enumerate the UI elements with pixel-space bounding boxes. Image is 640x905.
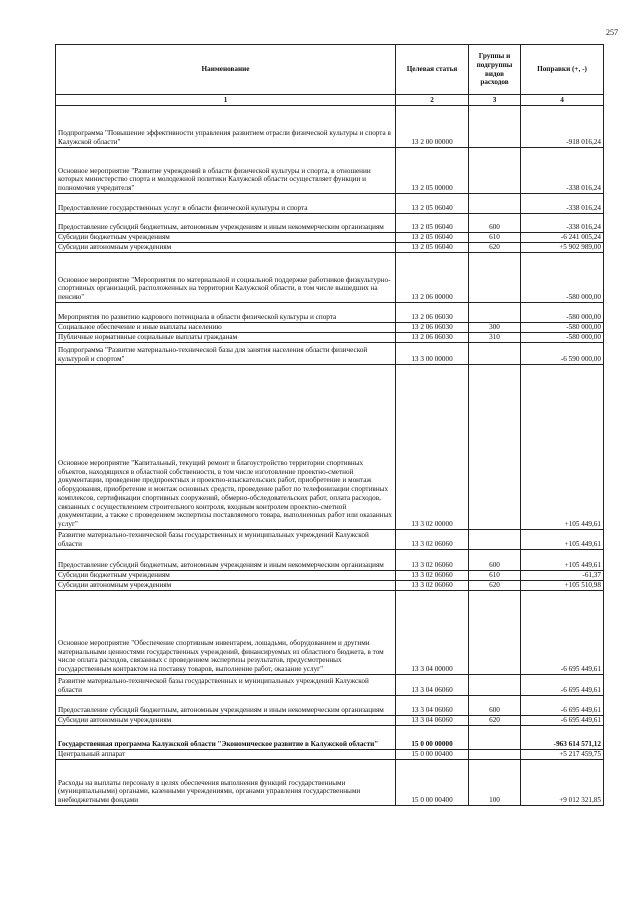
row-amount-cell: -6 695 449,61	[521, 591, 604, 675]
row-name-cell: Предоставление государственных услуг в области физической культуры и спорта	[56, 194, 396, 214]
row-group-cell: 310	[469, 333, 521, 343]
row-name-cell: Основное мероприятие "Капитальный, текущий ремонт и благоустройство территории спортивных объектов, находящихся в областной собственности, в том числе изготовление проектно-сметной документации, проведение предпроектных и проектно-изыскательских работ, приобретение и монтаж оборудования, приобретение и монтаж основных средств, проведение работ по телефонизации спортивных комплексов, сертификации спортивных сооружений, обмерно-обследовательских работ, оплата расходов, связанных с осуществлением строительного контроля, входным контролем проектно-сметной документации, а также с проведением экспертизы поставляемого товара, выполненных работ или оказанных услуг"	[56, 365, 396, 530]
row-article-cell: 13 3 02 06060	[396, 581, 469, 591]
row-group-cell: 620	[469, 243, 521, 253]
row-amount-cell: +105 449,61	[521, 530, 604, 550]
table-row	[56, 716, 604, 726]
table-row	[56, 591, 604, 675]
column-number: 4	[521, 95, 604, 106]
row-name-cell: Подпрограмма "Повышение эффективности управления развитием отрасли физической культуры и спорта в Калужской области"	[56, 106, 396, 148]
row-article-cell: 13 2 06 06030	[396, 303, 469, 323]
row-group-cell: 620	[469, 581, 521, 591]
row-article-cell: 13 2 05 06040	[396, 243, 469, 253]
row-name-cell: Основное мероприятие "Развитие учреждений в области физической культуры и спорта, в отношении которых министерство спорта и молодежной политики Калужской области осуществляет функции и полномочия учредителя"	[56, 148, 396, 194]
row-article-cell: 13 3 02 00000	[396, 365, 469, 530]
table-row	[56, 148, 604, 194]
row-group-cell: 610	[469, 233, 521, 243]
row-group-cell	[469, 253, 521, 303]
row-amount-cell: +105 449,61	[521, 550, 604, 571]
row-amount-cell: -338 016,24	[521, 214, 604, 233]
row-group-cell: 610	[469, 571, 521, 581]
row-amount-cell: -580 000,00	[521, 323, 604, 333]
row-group-cell	[469, 343, 521, 365]
header-amendment: Поправки (+, -)	[521, 45, 604, 95]
budget-amendments-table	[55, 44, 604, 806]
table-row	[56, 233, 604, 243]
row-name-cell: Центральный аппарат	[56, 750, 396, 760]
row-article-cell: 15 0 00 00400	[396, 750, 469, 760]
row-article-cell: 13 2 06 06030	[396, 333, 469, 343]
row-name-cell: Социальное обеспечение и иные выплаты населению	[56, 323, 396, 333]
row-name-cell: Основное мероприятие "Обеспечение спортивным инвентарем, лошадьми, оборудованием и другими материальными ценностями государственных учреждений, финансируемых из областного бюджета, в том числе оплата расходов, связанных с проведением экспертизы результатов, предусмотренных государственным контрактом на поставку товаров, выполнение работ, оказание услуг"	[56, 591, 396, 675]
row-amount-cell: +105 449,61	[521, 365, 604, 530]
header-article: Целевая статья	[396, 45, 469, 95]
row-article-cell: 13 2 05 06040	[396, 233, 469, 243]
row-amount-cell: -6 695 449,61	[521, 675, 604, 696]
table-row	[56, 581, 604, 591]
row-amount-cell: +105 510,98	[521, 581, 604, 591]
table-row	[56, 333, 604, 343]
row-name-cell: Субсидии автономным учреждениям	[56, 243, 396, 253]
table-row	[56, 675, 604, 696]
table-row	[56, 696, 604, 716]
row-name-cell: Мероприятия по развитию кадрового потенциала в области физической культуры и спорта	[56, 303, 396, 323]
row-name-cell: Субсидии автономным учреждениям	[56, 716, 396, 726]
table-row	[56, 530, 604, 550]
table-row	[56, 194, 604, 214]
row-article-cell: 15 0 00 00000	[396, 726, 469, 750]
row-amount-cell: +5 902 989,00	[521, 243, 604, 253]
row-amount-cell: -963 614 571,12	[521, 726, 604, 750]
row-article-cell: 13 3 02 06060	[396, 530, 469, 550]
header-name: Наименование	[56, 45, 396, 95]
row-group-cell: 600	[469, 214, 521, 233]
row-group-cell: 600	[469, 550, 521, 571]
table-row	[56, 343, 604, 365]
table-row	[56, 303, 604, 323]
row-amount-cell: -918 016,24	[521, 106, 604, 148]
row-amount-cell: +9 012 321,85	[521, 760, 604, 806]
row-amount-cell: -61,37	[521, 571, 604, 581]
header-row	[56, 45, 604, 95]
row-amount-cell: -580 000,00	[521, 253, 604, 303]
table-row	[56, 750, 604, 760]
column-number: 1	[56, 95, 396, 106]
row-amount-cell: -338 016,24	[521, 194, 604, 214]
table-row	[56, 253, 604, 303]
row-group-cell: 300	[469, 323, 521, 333]
row-amount-cell: -6 695 449,61	[521, 716, 604, 726]
table-row	[56, 365, 604, 530]
table-row	[56, 243, 604, 253]
row-amount-cell: -580 000,00	[521, 303, 604, 323]
row-name-cell: Основное мероприятие "Мероприятия по материальной и социальной поддержке работников физкультурно-спортивных организаций, расположенных на территории Калужской области, в том числе вышедших на пенсию"	[56, 253, 396, 303]
row-article-cell: 13 3 04 06060	[396, 675, 469, 696]
row-amount-cell: -580 000,00	[521, 333, 604, 343]
row-group-cell	[469, 726, 521, 750]
page-number: 257	[606, 28, 618, 37]
row-name-cell: Предоставление субсидий бюджетным, автономным учреждениям и иным некоммерческим организациям	[56, 696, 396, 716]
row-article-cell: 13 2 05 00000	[396, 148, 469, 194]
row-group-cell: 600	[469, 696, 521, 716]
header-group: Группы и подгруппы видов расходов	[469, 45, 521, 95]
column-number-row	[56, 95, 604, 106]
row-article-cell: 13 2 05 06040	[396, 194, 469, 214]
row-name-cell: Предоставление субсидий бюджетным, автономным учреждениям и иным некоммерческим организациям	[56, 550, 396, 571]
row-article-cell: 13 3 04 06060	[396, 716, 469, 726]
table-row	[56, 571, 604, 581]
row-group-cell: 620	[469, 716, 521, 726]
row-article-cell: 15 0 00 00400	[396, 760, 469, 806]
row-article-cell: 13 2 05 06040	[396, 214, 469, 233]
column-number: 3	[469, 95, 521, 106]
row-name-cell: Субсидии бюджетным учреждениям	[56, 571, 396, 581]
table-row	[56, 760, 604, 806]
row-article-cell: 13 3 04 00000	[396, 591, 469, 675]
row-group-cell	[469, 106, 521, 148]
table-row	[56, 106, 604, 148]
row-group-cell	[469, 148, 521, 194]
row-name-cell: Подпрограмма "Развитие материально-технической базы для занятия населения области физической культурой и спортом"	[56, 343, 396, 365]
table-row	[56, 214, 604, 233]
row-name-cell: Субсидии автономным учреждениям	[56, 581, 396, 591]
row-group-cell	[469, 194, 521, 214]
row-group-cell	[469, 303, 521, 323]
row-article-cell: 13 2 06 00000	[396, 253, 469, 303]
row-group-cell: 100	[469, 760, 521, 806]
row-group-cell	[469, 365, 521, 530]
table-row	[56, 550, 604, 571]
row-name-cell: Развитие материально-технической базы государственных и муниципальных учреждений Калужской области	[56, 675, 396, 696]
row-article-cell: 13 3 00 00000	[396, 343, 469, 365]
row-article-cell: 13 3 02 06060	[396, 550, 469, 571]
row-amount-cell: -6 590 000,00	[521, 343, 604, 365]
table-row	[56, 323, 604, 333]
row-name-cell: Субсидии бюджетным учреждениям	[56, 233, 396, 243]
row-group-cell	[469, 591, 521, 675]
row-group-cell	[469, 750, 521, 760]
row-amount-cell: +5 217 459,75	[521, 750, 604, 760]
row-group-cell	[469, 530, 521, 550]
table-row	[56, 726, 604, 750]
row-name-cell: Предоставление субсидий бюджетным, автономным учреждениям и иным некоммерческим организациям	[56, 214, 396, 233]
row-article-cell: 13 3 02 06060	[396, 571, 469, 581]
column-number: 2	[396, 95, 469, 106]
row-article-cell: 13 2 06 06030	[396, 323, 469, 333]
row-name-cell: Расходы на выплаты персоналу в целях обеспечения выполнения функций государственными (муниципальными) органами, казенными учреждениями, органами управления государственными внебюджетными фондами	[56, 760, 396, 806]
row-group-cell	[469, 675, 521, 696]
row-name-cell: Развитие материально-технической базы государственных и муниципальных учреждений Калужской области	[56, 530, 396, 550]
row-amount-cell: -6 695 449,61	[521, 696, 604, 716]
row-name-cell: Государственная программа Калужской области "Экономическое развитие в Калужской области"	[56, 726, 396, 750]
row-amount-cell: -338 016,24	[521, 148, 604, 194]
row-article-cell: 13 2 00 00000	[396, 106, 469, 148]
row-article-cell: 13 3 04 06060	[396, 696, 469, 716]
row-name-cell: Публичные нормативные социальные выплаты гражданам	[56, 333, 396, 343]
row-amount-cell: -6 241 005,24	[521, 233, 604, 243]
table-body	[56, 106, 604, 806]
